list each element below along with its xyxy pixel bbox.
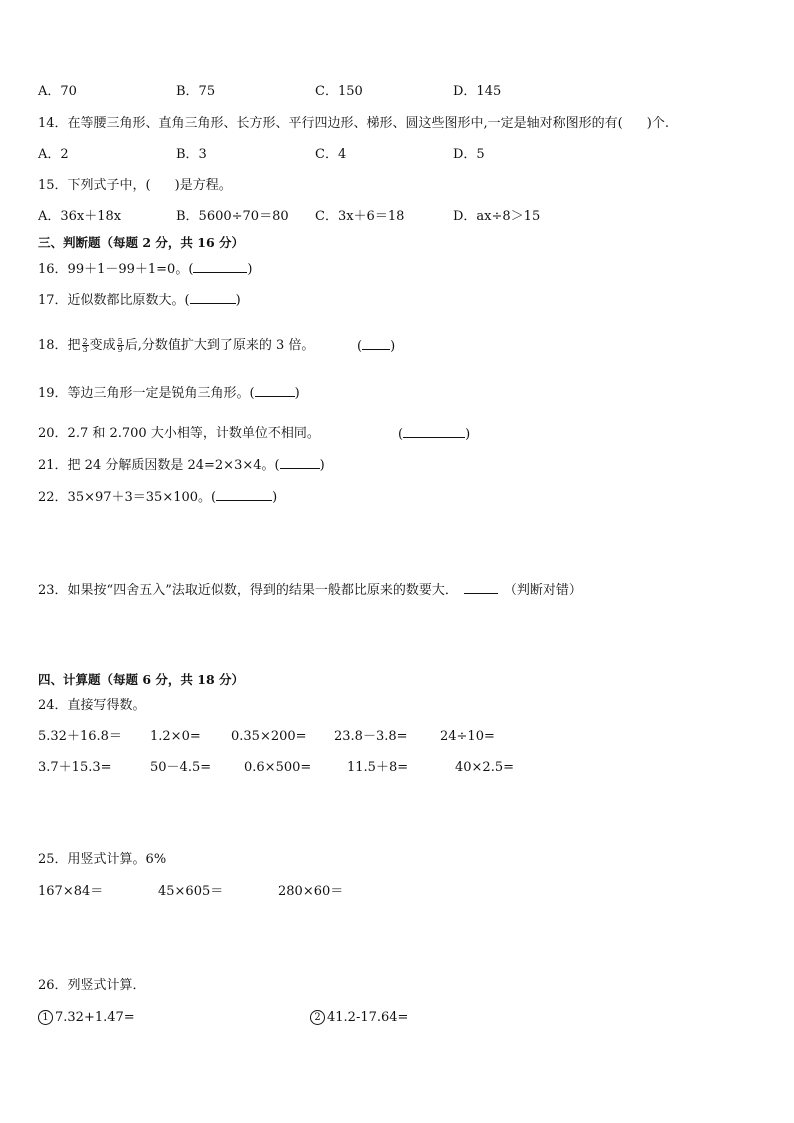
question-14-stem-end: )个. [646, 116, 669, 131]
q24-item: 0.35×200= [231, 729, 307, 744]
q26-item-2 [310, 1010, 408, 1026]
q24-item: 3.7＋15.3= [38, 760, 112, 775]
question-19-text: 19．等边三角形一定是锐角三角形。( [38, 386, 255, 401]
section-title-judgement: 三、判断题（每题 2 分，共 16 分） [38, 235, 245, 250]
question-15 [38, 178, 232, 194]
q24-item: 5.32＋16.8＝ [38, 729, 122, 744]
section-title-calculation: 四、计算题（每题 6 分，共 18 分） [38, 672, 245, 687]
question-21-text: 21．把 24 分解质因数是 24=2×3×4。( [38, 458, 280, 473]
q24-item: 1.2×0= [150, 729, 201, 744]
paren-close: ) [465, 427, 471, 442]
question-16 [38, 261, 252, 278]
q13-option-a: A．70 [38, 84, 77, 99]
question-23 [38, 582, 582, 599]
q26-expression: 7.32+1.47= [55, 1010, 135, 1025]
q24-item: 40×2.5= [455, 760, 515, 775]
answer-blank[interactable] [255, 385, 295, 397]
answer-blank[interactable] [280, 457, 320, 469]
question-23-hint: （判断对错） [503, 583, 582, 598]
question-15-stem-end: )是方程。 [174, 178, 232, 193]
q24-item: 24÷10= [440, 729, 495, 744]
q24-item: 50－4.5= [150, 760, 212, 775]
question-18 [38, 338, 314, 354]
circled-number-icon: 2 [310, 1010, 325, 1025]
q14-option-b: B．3 [176, 147, 207, 162]
q24-item: 23.8－3.8= [334, 729, 408, 744]
paren-open: ( [357, 339, 363, 354]
question-22-text: 22．35×97＋3＝35×100。( [38, 490, 217, 505]
q13-option-d: D．145 [453, 84, 502, 99]
q14-option-c: C．4 [315, 147, 347, 162]
question-20-answer [398, 426, 470, 443]
question-18-text: 变成 [89, 338, 116, 353]
question-15-stem: 15．下列式子中，( [38, 178, 151, 193]
question-16-text: 16．99＋1－99＋1=0。( [38, 262, 194, 277]
question-14 [38, 116, 669, 132]
q24-item: 11.5＋8= [347, 760, 409, 775]
q13-option-c: C．150 [315, 84, 363, 99]
answer-blank[interactable] [403, 426, 465, 438]
q15-option-a: A．36x＋18x [38, 209, 122, 224]
q24-item: 0.6×500= [244, 760, 312, 775]
answer-blank[interactable] [190, 292, 236, 304]
question-17 [38, 292, 241, 309]
question-22 [38, 489, 277, 506]
q25-item: 167×84＝ [38, 884, 104, 899]
q25-item: 280×60＝ [278, 884, 344, 899]
paren-close: ) [235, 293, 241, 308]
question-18-text: 18．把 [38, 338, 81, 353]
fraction-five-ninths: $\frac{5}{9}$ [117, 337, 123, 354]
paren-close: ) [247, 262, 253, 277]
q13-option-b: B．75 [176, 84, 216, 99]
question-14-stem: 14．在等腰三角形、直角三角形、长方形、平行四边形、梯形、圆这些图形中,一定是轴对称图形的有( [38, 116, 623, 131]
question-25-title: 25．用竖式计算。6% [38, 852, 167, 867]
question-18-text: 后,分数值扩大到了原来的 3 倍。 [124, 338, 315, 353]
question-24-title: 24．直接写得数。 [38, 698, 146, 713]
question-19 [38, 385, 300, 402]
circled-number-icon: 1 [38, 1010, 53, 1025]
q15-option-b: B．5600÷70＝80 [176, 209, 289, 224]
fraction-two-thirds: $\frac{2}{3}$ [82, 337, 88, 354]
paren-close: ) [390, 339, 396, 354]
paren-close: ) [294, 386, 300, 401]
q25-item: 45×605＝ [158, 884, 224, 899]
q14-option-d: D．5 [453, 147, 485, 162]
question-26-title: 26．列竖式计算． [38, 978, 146, 993]
question-18-answer [357, 338, 395, 355]
paren-close: ) [319, 458, 325, 473]
q26-item-1 [38, 1010, 135, 1026]
question-17-text: 17．近似数都比原数大。( [38, 293, 190, 308]
question-23-text: 23．如果按“四舍五入”法取近似数，得到的结果一般都比原来的数要大． [38, 583, 458, 598]
answer-blank[interactable] [216, 489, 272, 501]
q26-expression: 41.2-17.64= [327, 1010, 409, 1025]
question-21 [38, 457, 325, 474]
q15-option-d: D．ax÷8＞15 [453, 209, 541, 224]
question-20: 20．2.7 和 2.700 大小相等，计数单位不相同。 [38, 426, 320, 441]
answer-blank[interactable] [362, 338, 390, 350]
answer-blank[interactable] [464, 582, 498, 594]
q14-option-a: A．2 [38, 147, 69, 162]
answer-blank[interactable] [193, 261, 247, 273]
paren-open: ( [398, 427, 404, 442]
q15-option-c: C．3x＋6＝18 [315, 209, 405, 224]
paren-close: ) [272, 490, 278, 505]
